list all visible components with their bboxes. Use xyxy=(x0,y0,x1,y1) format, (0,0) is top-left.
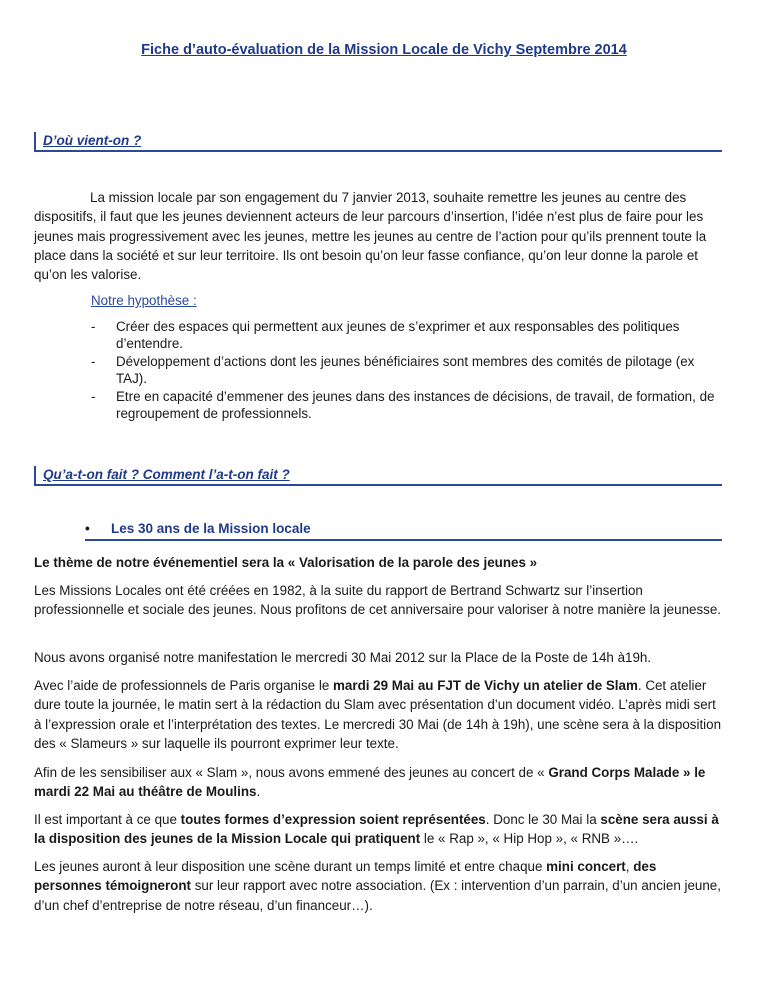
paragraph-event-date: Nous avons organisé notre manifestation le mercredi 30 Mai 2012 sur la Place de la Poste de 14h à19h. xyxy=(34,650,652,665)
hypothesis-label: Notre hypothèse : xyxy=(91,293,197,308)
subsection-title: Les 30 ans de la Mission locale xyxy=(111,521,311,536)
dash-marker: - xyxy=(91,353,96,369)
text-run: . xyxy=(256,784,261,800)
paragraph-stage xyxy=(34,857,724,915)
list-item xyxy=(91,353,721,388)
list-item-text: Etre en capacité d’emmener des jeunes dans des instances de décisions, de travail, de formation, de regroupement de professionnels. xyxy=(116,388,715,422)
list-item-text: Créer des espaces qui permettent aux jeunes de s’exprimer et aux responsables des politiques d’entendre. xyxy=(116,319,680,352)
text-run-bold: mini concert xyxy=(546,859,626,874)
list-item-text: Développement d’actions dont les jeunes bénéficiaires sont membres des comités de pilotage (ex TAJ). xyxy=(116,353,695,387)
section-heading-actions: Qu’a-t-on fait ? Comment l’a-t-on fait ? xyxy=(34,466,722,486)
text-run: le « Rap », « Hip Hop », « RNB »…. xyxy=(420,831,639,847)
paragraph-concert xyxy=(34,763,724,802)
subsection-heading xyxy=(85,521,722,541)
dash-marker: - xyxy=(91,319,96,334)
text-run-bold: des personnes témoigneront xyxy=(34,859,657,894)
text-run: Avec l’aide de professionnels de Paris organise le xyxy=(34,678,333,693)
list-item xyxy=(91,318,721,353)
list-item xyxy=(91,388,721,423)
text-run: , xyxy=(625,859,634,874)
hypothesis-list xyxy=(91,318,721,422)
intro-paragraph: La mission locale par son engagement du 7 janvier 2013, souhaite remettre les jeunes au centre des dispositifs, il faut que les jeunes deviennent acteurs de leur parcours d’insertion, l’idée n’est plus de faire pour les jeunes mais progressivement avec les jeunes, mettre les jeunes au centre de l’action pour qu’ils prennent toute la place dans la société et sur leur territoire. Ils ont besoin qu’on leur fasse confiance, qu’on leur donne la parole et qu’on les valorise. xyxy=(34,190,707,283)
theme-statement: Le thème de notre événementiel sera la « Valorisation de la parole des jeunes » xyxy=(34,555,538,570)
paragraph-history: Les Missions Locales ont été créées en 1982, à la suite du rapport de Bertrand Schwartz sur l’insertion professionnelle et sociale des jeunes. Nous profitons de cet anniversaire pour valoriser à notre manière la jeunesse. xyxy=(34,583,722,618)
document-title: Fiche d’auto-évaluation de la Mission Locale de Vichy Septembre 2014 xyxy=(141,42,627,58)
text-run: . Donc le 30 Mai la xyxy=(485,812,601,827)
text-run: Afin de les sensibiliser aux « Slam », nous avons emmené des jeunes au concert de « xyxy=(34,765,549,780)
section-heading-origin: D’où vient-on ? xyxy=(34,132,722,152)
text-run-bold: mardi 29 Mai au FJT de Vichy un atelier de Slam xyxy=(333,678,638,693)
paragraph-expression xyxy=(34,810,724,849)
text-run-bold: scène sera aussi à la disposition des jeunes de la Mission Locale qui pratiquent xyxy=(34,812,719,847)
text-run: . Cet atelier dure toute la journée, le matin sert à la rédaction du Slam avec présentation d’un document vidéo. L’après midi sert à l’expression orale et l’interprétation des textes. Le mercredi 30 Mai (de 14h à 19h), une scène sera à la disposition des « Slameurs » sur laquelle ils pourront exprimer leur texte. xyxy=(34,678,722,751)
text-run: sur leur rapport avec notre association. (Ex : intervention d’un parrain, d’un ancien jeune, d’un chef d’entreprise de notre réseau, d’un financeur…). xyxy=(34,878,721,913)
dash-marker: - xyxy=(91,388,96,404)
paragraph-slam-workshop xyxy=(34,676,724,753)
text-run: Les jeunes auront à leur disposition une scène durant un temps limité et entre chaque xyxy=(34,859,547,874)
text-run-bold: Grand Corps Malade » le mardi 22 Mai au théâtre de Moulins xyxy=(34,765,706,800)
text-run: Il est important à ce que xyxy=(34,812,181,827)
text-run-bold: toutes formes d’expression soient représentées xyxy=(180,812,486,827)
bullet-marker: • xyxy=(85,521,90,536)
